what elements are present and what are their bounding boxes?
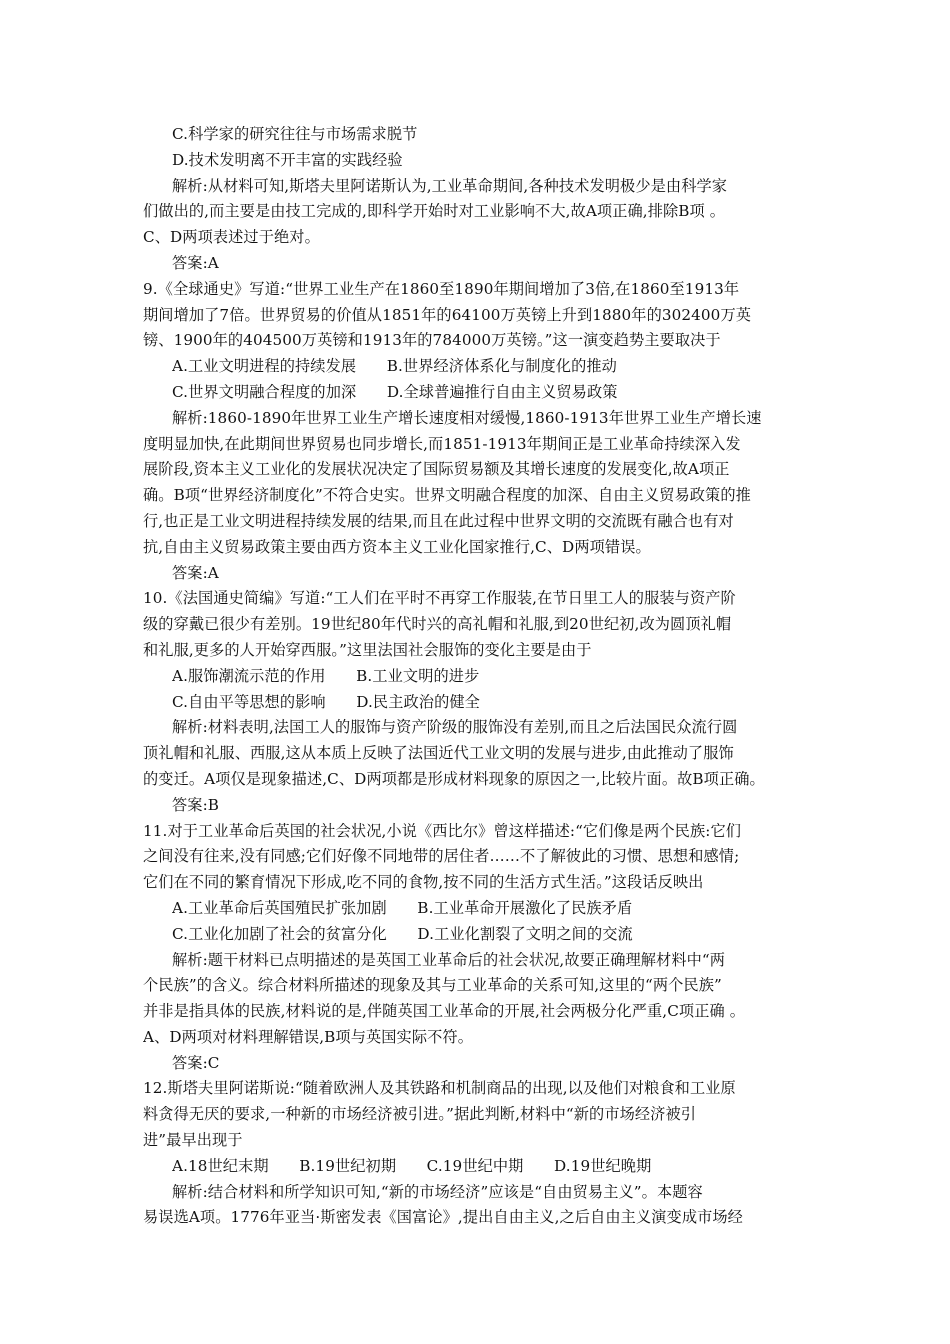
- text-line: 进”最早出现于: [143, 1131, 243, 1150]
- text-line: C.自由平等思想的影响 D.民主政治的健全: [172, 692, 480, 711]
- text-line: 顶礼帽和礼服、西服,这从本质上反映了法国近代工业文明的发展与进步,由此推动了服饰: [143, 744, 734, 763]
- text-line: 级的穿戴已很少有差别。19世纪80年代时兴的高礼帽和礼服,到20世纪初,改为圆顶礼帽: [143, 615, 732, 634]
- text-line: 并非是指具体的民族,材料说的是,伴随英国工业革命的开展,社会两极分化严重,C项正确 。: [143, 1002, 745, 1021]
- text-line: 确。B项“世界经济制度化”不符合史实。世界文明融合程度的加深、自由主义贸易政策的推: [143, 486, 751, 505]
- text-line: C.世界文明融合程度的加深 D.全球普遍推行自由主义贸易政策: [172, 382, 618, 401]
- text-line: 答案:C: [172, 1053, 220, 1072]
- text-line: A.18世纪末期 B.19世纪初期 C.19世纪中期 D.19世纪晚期: [172, 1156, 652, 1175]
- text-line: 个民族”的含义。综合材料所描述的现象及其与工业革命的关系可知,这里的“两个民族”: [143, 976, 722, 995]
- text-line: 答案:B: [172, 795, 220, 814]
- text-line: 解析:1860-1890年世界工业生产增长速度相对缓慢,1860-1913年世界工业生产增长速: [172, 408, 762, 427]
- text-line: 易误选A项。1776年亚当·斯密发表《国富论》,提出自由主义,之后自由主义演变成市场经: [143, 1208, 743, 1227]
- text-line: 抗,自由主义贸易政策主要由西方资本主义工业化国家推行,C、D两项错误。: [143, 537, 651, 556]
- text-line: 解析:结合材料和所学知识可知,“新的市场经济”应该是“自由贸易主义”。本题容: [172, 1182, 703, 1201]
- text-line: 11.对于工业革命后英国的社会状况,小说《西比尔》曾这样描述:“它们像是两个民族:它们: [143, 821, 742, 840]
- text-line: 答案:A: [172, 253, 219, 272]
- text-line: D.技术发明离不开丰富的实践经验: [172, 150, 403, 169]
- text-line: 料贪得无厌的要求,一种新的市场经济被引进。”据此判断,材料中“新的市场经济被引: [143, 1105, 697, 1124]
- text-line: A.服饰潮流示范的作用 B.工业文明的进步: [172, 666, 480, 685]
- text-line: 之间没有往来,没有同感;它们好像不同地带的居住者……不了解彼此的习惯、思想和感情;: [143, 847, 740, 866]
- text-line: 们做出的,而主要是由技工完成的,即科学开始时对工业影响不大,故A项正确,排除B项 。: [143, 202, 726, 221]
- text-line: 它们在不同的繁育情况下形成,吃不同的食物,按不同的生活方式生活。”这段话反映出: [143, 873, 704, 892]
- text-line: 期间增加了7倍。世界贸易的价值从1851年的64100万英镑上升到1880年的302400万英: [143, 305, 752, 324]
- text-line: 解析:材料表明,法国工人的服饰与资产阶级的服饰没有差别,而且之后法国民众流行圆: [172, 718, 738, 737]
- document-body: [143, 122, 812, 1231]
- text-line: 镑、1900年的404500万英镑和1913年的784000万英镑。”这一演变趋势主要取决于: [143, 331, 721, 350]
- text-line: 展阶段,资本主义工业化的发展状况决定了国际贸易额及其增长速度的发展变化,故A项正: [143, 460, 730, 479]
- text-line: C.工业化加剧了社会的贫富分化 D.工业化割裂了文明之间的交流: [172, 924, 633, 943]
- text-line: A、D两项对材料理解错误,B项与英国实际不符。: [143, 1027, 473, 1046]
- text-line: C、D两项表述过于绝对。: [143, 228, 320, 247]
- text-line: 解析:从材料可知,斯塔夫里阿诺斯认为,工业革命期间,各种技术发明极少是由科学家: [172, 176, 728, 195]
- text-line: 解析:题干材料已点明描述的是英国工业革命后的社会状况,故要正确理解材料中“两: [172, 950, 726, 969]
- text-line: 12.斯塔夫里阿诺斯说:“随着欧洲人及其铁路和机制商品的出现,以及他们对粮食和工业原: [143, 1079, 736, 1098]
- text-line: 度明显加快,在此期间世界贸易也同步增长,而1851-1913年期间正是工业革命持续深入发: [143, 434, 741, 453]
- text-line: A.工业文明进程的持续发展 B.世界经济体系化与制度化的推动: [172, 357, 617, 376]
- text-line: 9.《全球通史》写道:“世界工业生产在1860至1890年期间增加了3倍,在1860至1913年: [143, 279, 740, 298]
- text-line: 答案:A: [172, 563, 219, 582]
- text-line: C.科学家的研究往往与市场需求脱节: [172, 125, 418, 143]
- text-line: 和礼服,更多的人开始穿西服。”这里法国社会服饰的变化主要是由于: [143, 640, 592, 659]
- text-line: 行,也正是工业文明进程持续发展的结果,而且在此过程中世界文明的交流既有融合也有对: [143, 511, 734, 530]
- text-line: A.工业革命后英国殖民扩张加剧 B.工业革命开展激化了民族矛盾: [172, 898, 633, 917]
- text-line: 10.《法国通史简编》写道:“工人们在平时不再穿工作服装,在节日里工人的服装与资产阶: [143, 589, 736, 608]
- text-line: 的变迁。A项仅是现象描述,C、D两项都是形成材料现象的原因之一,比较片面。故B项正确。: [143, 769, 765, 788]
